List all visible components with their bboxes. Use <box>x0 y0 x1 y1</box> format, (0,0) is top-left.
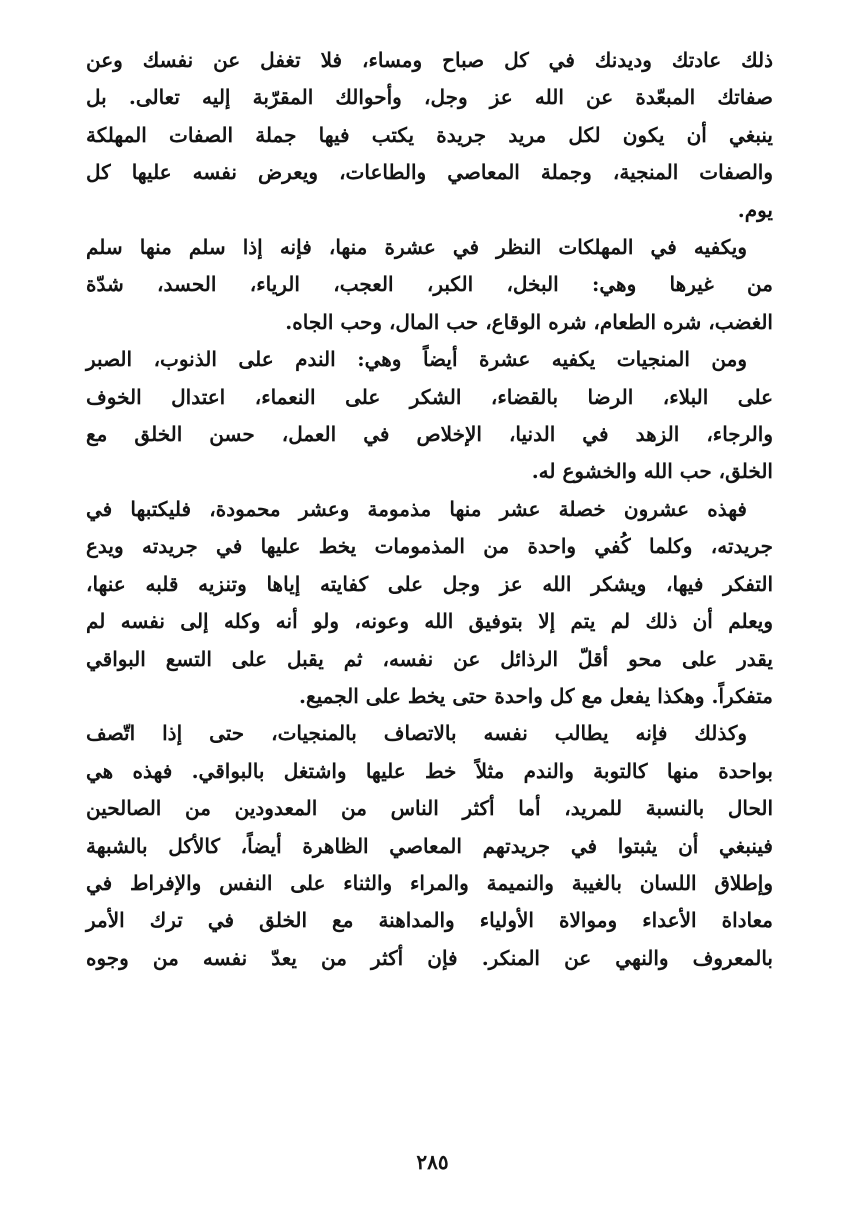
text-line: من غيرها وهي: البخل، الكبر، العجب، الرياء، الحسد، شدّة <box>86 272 773 297</box>
text-line: الخلق، حب الله والخشوع له. <box>531 459 773 484</box>
page-number: ٢٨٥ <box>416 1150 449 1174</box>
text-line: ويعلم أن ذلك لم يتم إلا بتوفيق الله وعونه، ولو أنه وكله إلى نفسه لم <box>86 609 773 634</box>
text-line: وإطلاق اللسان بالغيبة والنميمة والمراء والثناء على النفس والإفراط في <box>86 870 773 895</box>
text-line: ذلك عادتك وديدنك في كل صباح ومساء، فلا تغفل عن نفسك وعن <box>86 48 773 72</box>
paragraph <box>86 229 773 341</box>
text-line: ومن المنجيات يكفيه عشرة أيضاً وهي: الندم على الذنوب، الصبر <box>86 347 748 372</box>
text-line: جريدته، وكلما كُفي واحدة من المذمومات يخط عليها في جريدته ويدع <box>86 534 773 559</box>
paragraph <box>86 42 773 229</box>
text-line: التفكر فيها، ويشكر الله عز وجل على كفايته إياها وتنزيه قلبه عنها، <box>86 571 773 596</box>
text-line: وكذلك فإنه يطالب نفسه بالاتصاف بالمنجيات، حتى إذا اتّصف <box>86 721 747 746</box>
text-line: فهذه عشرون خصلة عشر منها مذمومة وعشر محمودة، فليكتبها في <box>86 496 747 521</box>
paragraph <box>86 715 773 977</box>
text-line: والصفات المنجية، وجملة المعاصي والطاعات، ويعرض نفسه عليها كل <box>86 160 773 185</box>
text-line: ويكفيه في المهلكات النظر في عشرة منها، فإنه إذا سلم منها سلم <box>86 235 747 260</box>
text-line: ينبغي أن يكون لكل مريد جريدة يكتب فيها جملة الصفات المهلكة <box>86 122 773 147</box>
text-line: صفاتك المبعّدة عن الله عز وجل، وأحوالك المقرّبة إليه تعالى. بل <box>86 85 773 110</box>
text-line: يوم. <box>737 197 773 222</box>
text-line: فينبغي أن يثبتوا في جريدتهم المعاصي الظاهرة أيضاً، كالأكل بالشبهة <box>86 833 773 858</box>
text-line: متفكراً. وهكذا يفعل مع كل واحدة حتى يخط على الجميع. <box>298 683 773 708</box>
text-line: بواحدة منها كالتوبة والندم مثلاً خط عليها واشتغل بالبواقي. فهذه هي <box>86 758 773 783</box>
body-text <box>86 42 773 977</box>
text-line: يقدر على محو أقلّ الرذائل عن نفسه، ثم يقبل على التسع البواقي <box>86 646 773 671</box>
paragraph <box>86 491 773 715</box>
text-line: الغضب، شره الطعام، شره الوقاع، حب المال، وحب الجاه. <box>285 309 773 334</box>
text-line: والرجاء، الزهد في الدنيا، الإخلاص في العمل، حسن الخلق مع <box>86 422 773 447</box>
text-line: معاداة الأعداء وموالاة الأولياء والمداهنة مع الخلق في ترك الأمر <box>86 908 773 933</box>
text-line: الحال بالنسبة للمريد، أما أكثر الناس من المعدودين من الصالحين <box>86 796 773 821</box>
paragraph <box>86 341 773 491</box>
text-line: على البلاء، الرضا بالقضاء، الشكر على النعماء، اعتدال الخوف <box>86 384 773 409</box>
text-line: بالمعروف والنهي عن المنكر. فإن أكثر من يعدّ نفسه من وجوه <box>86 945 774 970</box>
